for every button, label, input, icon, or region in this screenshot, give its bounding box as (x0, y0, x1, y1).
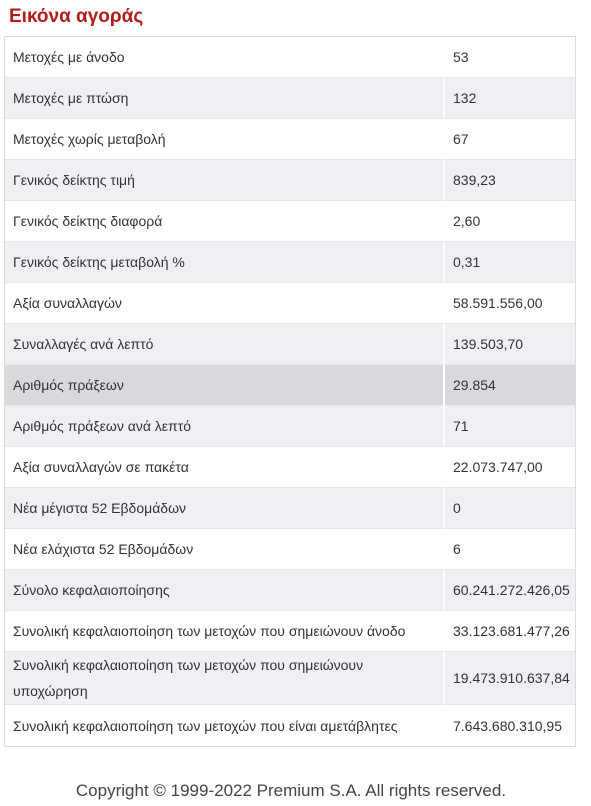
row-value: 71 (445, 406, 575, 447)
row-value: 53 (445, 37, 575, 78)
row-label: Νέα μέγιστα 52 Εβδομάδων (5, 488, 445, 529)
row-label: Γενικός δείκτης τιμή (5, 160, 445, 201)
row-value: 33.123.681.477,26 (445, 611, 575, 652)
row-label: Μετοχές με πτώση (5, 78, 445, 119)
row-value: 139.503,70 (445, 324, 575, 365)
row-value: 0,31 (445, 242, 575, 283)
row-label: Γενικός δείκτης μεταβολή % (5, 242, 445, 283)
table-row (5, 488, 575, 529)
row-value: 29.854 (445, 365, 575, 406)
table-row (5, 324, 575, 365)
table-row (5, 529, 575, 570)
row-label: Συνολική κεφαλαιοποίηση των μετοχών που σημειώνουν άνοδο (5, 611, 445, 652)
row-label: Αξία συναλλαγών (5, 283, 445, 324)
table-row (5, 78, 575, 119)
table-row (5, 119, 575, 160)
row-label: Συνολική κεφαλαιοποίηση των μετοχών που είναι αμετάβλητες (5, 705, 445, 746)
row-label: Μετοχές χωρίς μεταβολή (5, 119, 445, 160)
row-value: 132 (445, 78, 575, 119)
row-value: 58.591.556,00 (445, 283, 575, 324)
row-label: Σύνολο κεφαλαιοποίησης (5, 570, 445, 611)
table-row (5, 242, 575, 283)
market-table (4, 36, 576, 747)
table-row (5, 37, 575, 78)
row-label: Αξία συναλλαγών σε πακέτα (5, 447, 445, 488)
row-label: Συναλλαγές ανά λεπτό (5, 324, 445, 365)
table-row-highlighted (5, 365, 575, 406)
row-value: 839,23 (445, 160, 575, 201)
row-label: Γενικός δείκτης διαφορά (5, 201, 445, 242)
row-label: Μετοχές με άνοδο (5, 37, 445, 78)
table-row (5, 406, 575, 447)
row-value: 2,60 (445, 201, 575, 242)
table-row (5, 611, 575, 652)
row-value: 6 (445, 529, 575, 570)
table-row (5, 652, 575, 705)
row-value: 0 (445, 488, 575, 529)
row-value: 67 (445, 119, 575, 160)
copyright-text: Copyright © 1999-2022 Premium S.A. All rights reserved. (75, 781, 507, 800)
page-title: Εικόνα αγοράς (9, 6, 144, 27)
table-row (5, 283, 575, 324)
table-row (5, 570, 575, 611)
row-label: Συνολική κεφαλαιοποίηση των μετοχών που σημειώνουν υποχώρηση (5, 652, 445, 705)
row-value: 60.241.272.426,05 (445, 570, 575, 611)
row-label: Νέα ελάχιστα 52 Εβδομάδων (5, 529, 445, 570)
row-value: 22.073.747,00 (445, 447, 575, 488)
row-label: Αριθμός πράξεων (5, 365, 445, 406)
row-label: Αριθμός πράξεων ανά λεπτό (5, 406, 445, 447)
table-row (5, 447, 575, 488)
row-value: 19.473.910.637,84 (445, 652, 575, 705)
table-row (5, 160, 575, 201)
row-value: 7.643.680.310,95 (445, 705, 575, 746)
table-row (5, 201, 575, 242)
table-row (5, 705, 575, 746)
